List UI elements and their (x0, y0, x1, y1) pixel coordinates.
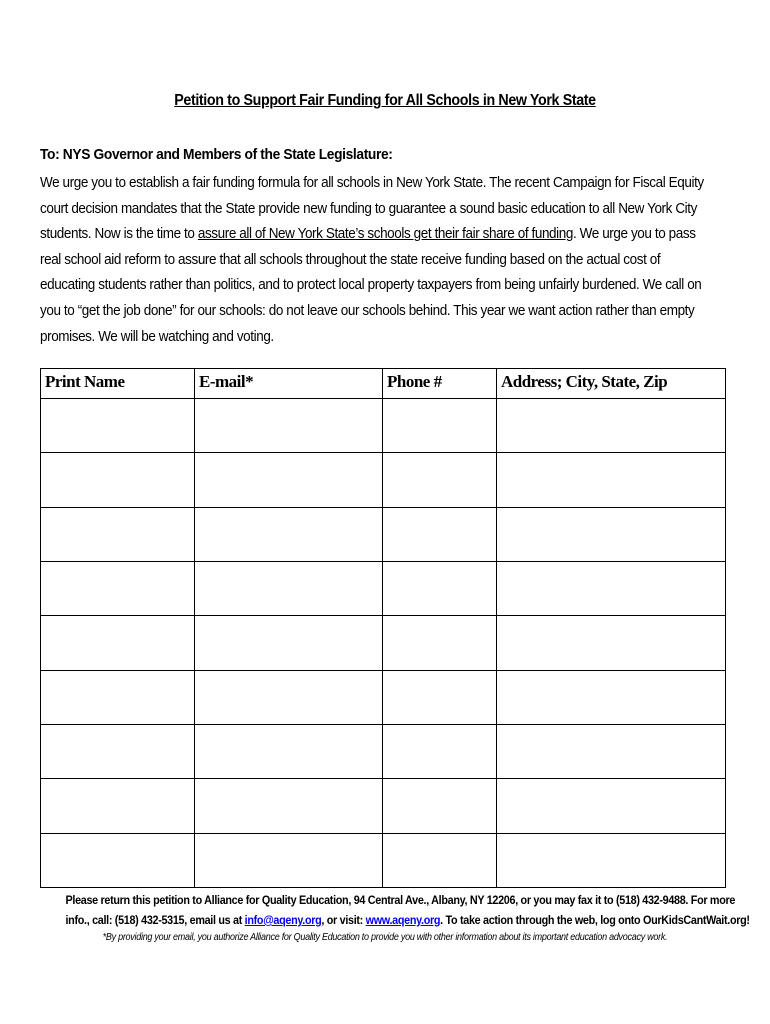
body-line-4: real school aid reform to assure that all schools throughout the state receive funding based on the actual cost of (40, 250, 661, 268)
signature-cell-phone[interactable] (383, 833, 497, 887)
body-line-7: promises. We will be watching and voting. (40, 327, 274, 345)
signature-cell-email[interactable] (195, 670, 383, 724)
signature-cell-email[interactable] (195, 779, 383, 833)
signature-cell-name[interactable] (41, 561, 195, 615)
signature-cell-phone[interactable] (383, 616, 497, 670)
signature-cell-name[interactable] (41, 779, 195, 833)
signature-cell-name[interactable] (41, 833, 195, 887)
signature-cell-name[interactable] (41, 453, 195, 507)
signature-cell-address[interactable] (497, 670, 726, 724)
signature-cell-phone[interactable] (383, 561, 497, 615)
signature-row (41, 399, 726, 453)
signature-cell-email[interactable] (195, 453, 383, 507)
signature-cell-address[interactable] (497, 399, 726, 453)
signature-cell-email[interactable] (195, 507, 383, 561)
addressee-line: To: NYS Governor and Members of the State Legislature: (40, 146, 393, 163)
footer-contact-end: . To take action through the web, log onto OurKidsCantWait.org! (440, 913, 750, 927)
body-line-3-end: . We urge you to pass (572, 225, 696, 243)
signature-cell-email[interactable] (195, 399, 383, 453)
signature-cell-address[interactable] (497, 616, 726, 670)
page-title: Petition to Support Fair Funding for All Schools in New York State (174, 92, 596, 109)
signature-cell-phone[interactable] (383, 507, 497, 561)
signature-cell-name[interactable] (41, 399, 195, 453)
signature-row (41, 779, 726, 833)
signature-cell-phone[interactable] (383, 453, 497, 507)
footer-contact-middle: , or visit: (321, 913, 366, 927)
signature-cell-address[interactable] (497, 453, 726, 507)
body-line-3-start: students. Now is the time to (40, 225, 198, 243)
body-line-2: court decision mandates that the State provide new funding to guarantee a sound basic education to all New York City (40, 199, 697, 217)
body-line-1: We urge you to establish a fair funding formula for all schools in New York State. The recent Campaign for Fiscal Equity (40, 174, 704, 191)
signature-row (41, 507, 726, 561)
signature-row (41, 453, 726, 507)
body-line-5: educating students rather than politics, and to protect local property taxpayers from being unfairly burdened. We call on (40, 276, 702, 294)
signature-cell-email[interactable] (195, 616, 383, 670)
signature-cell-phone[interactable] (383, 399, 497, 453)
signature-cell-name[interactable] (41, 507, 195, 561)
body-line-3 (40, 221, 706, 247)
signature-cell-address[interactable] (497, 507, 726, 561)
body-line-6: you to “get the job done” for our schools: do not leave our schools behind. This year we want action rather than empty (40, 301, 695, 319)
signature-cell-email[interactable] (195, 561, 383, 615)
footer-contact-line (65, 910, 750, 930)
signature-row (41, 616, 726, 670)
email-link[interactable]: info@aqeny.org (244, 913, 322, 927)
column-header-print-name: Print Name (41, 369, 195, 399)
footer-return-line: Please return this petition to Alliance for Quality Education, 94 Central Ave., Albany, NY 12206, or you may fax it to (518) 432-9488. For more (65, 893, 736, 907)
signature-cell-phone[interactable] (383, 779, 497, 833)
signature-cell-phone[interactable] (383, 724, 497, 778)
signature-cell-address[interactable] (497, 561, 726, 615)
website-link[interactable]: www.aqeny.org (365, 913, 441, 927)
signature-cell-name[interactable] (41, 670, 195, 724)
body-line-3-emphasis: assure all of New York State’s schools get their fair share of funding (197, 225, 573, 243)
footer-contact-start: info., call: (518) 432-5315, email us at (65, 913, 245, 927)
signature-cell-address[interactable] (497, 833, 726, 887)
signature-cell-phone[interactable] (383, 670, 497, 724)
column-header-address: Address; City, State, Zip (497, 369, 726, 399)
signature-cell-address[interactable] (497, 779, 726, 833)
column-header-phone: Phone # (383, 369, 497, 399)
footer (30, 890, 750, 945)
signature-cell-name[interactable] (41, 616, 195, 670)
petition-body (40, 170, 706, 349)
signature-row (41, 670, 726, 724)
signature-rows (41, 399, 726, 888)
signature-table-header (41, 369, 726, 399)
signature-row (41, 724, 726, 778)
signature-cell-email[interactable] (195, 833, 383, 887)
signature-row (41, 561, 726, 615)
signature-cell-email[interactable] (195, 724, 383, 778)
column-header-email: E-mail* (195, 369, 383, 399)
signature-cell-name[interactable] (41, 724, 195, 778)
signature-cell-address[interactable] (497, 724, 726, 778)
signature-table (40, 368, 726, 888)
email-disclaimer: *By providing your email, you authorize Alliance for Quality Education to provide you with other information about its important education advocacy work. (102, 932, 668, 943)
signature-row (41, 833, 726, 887)
